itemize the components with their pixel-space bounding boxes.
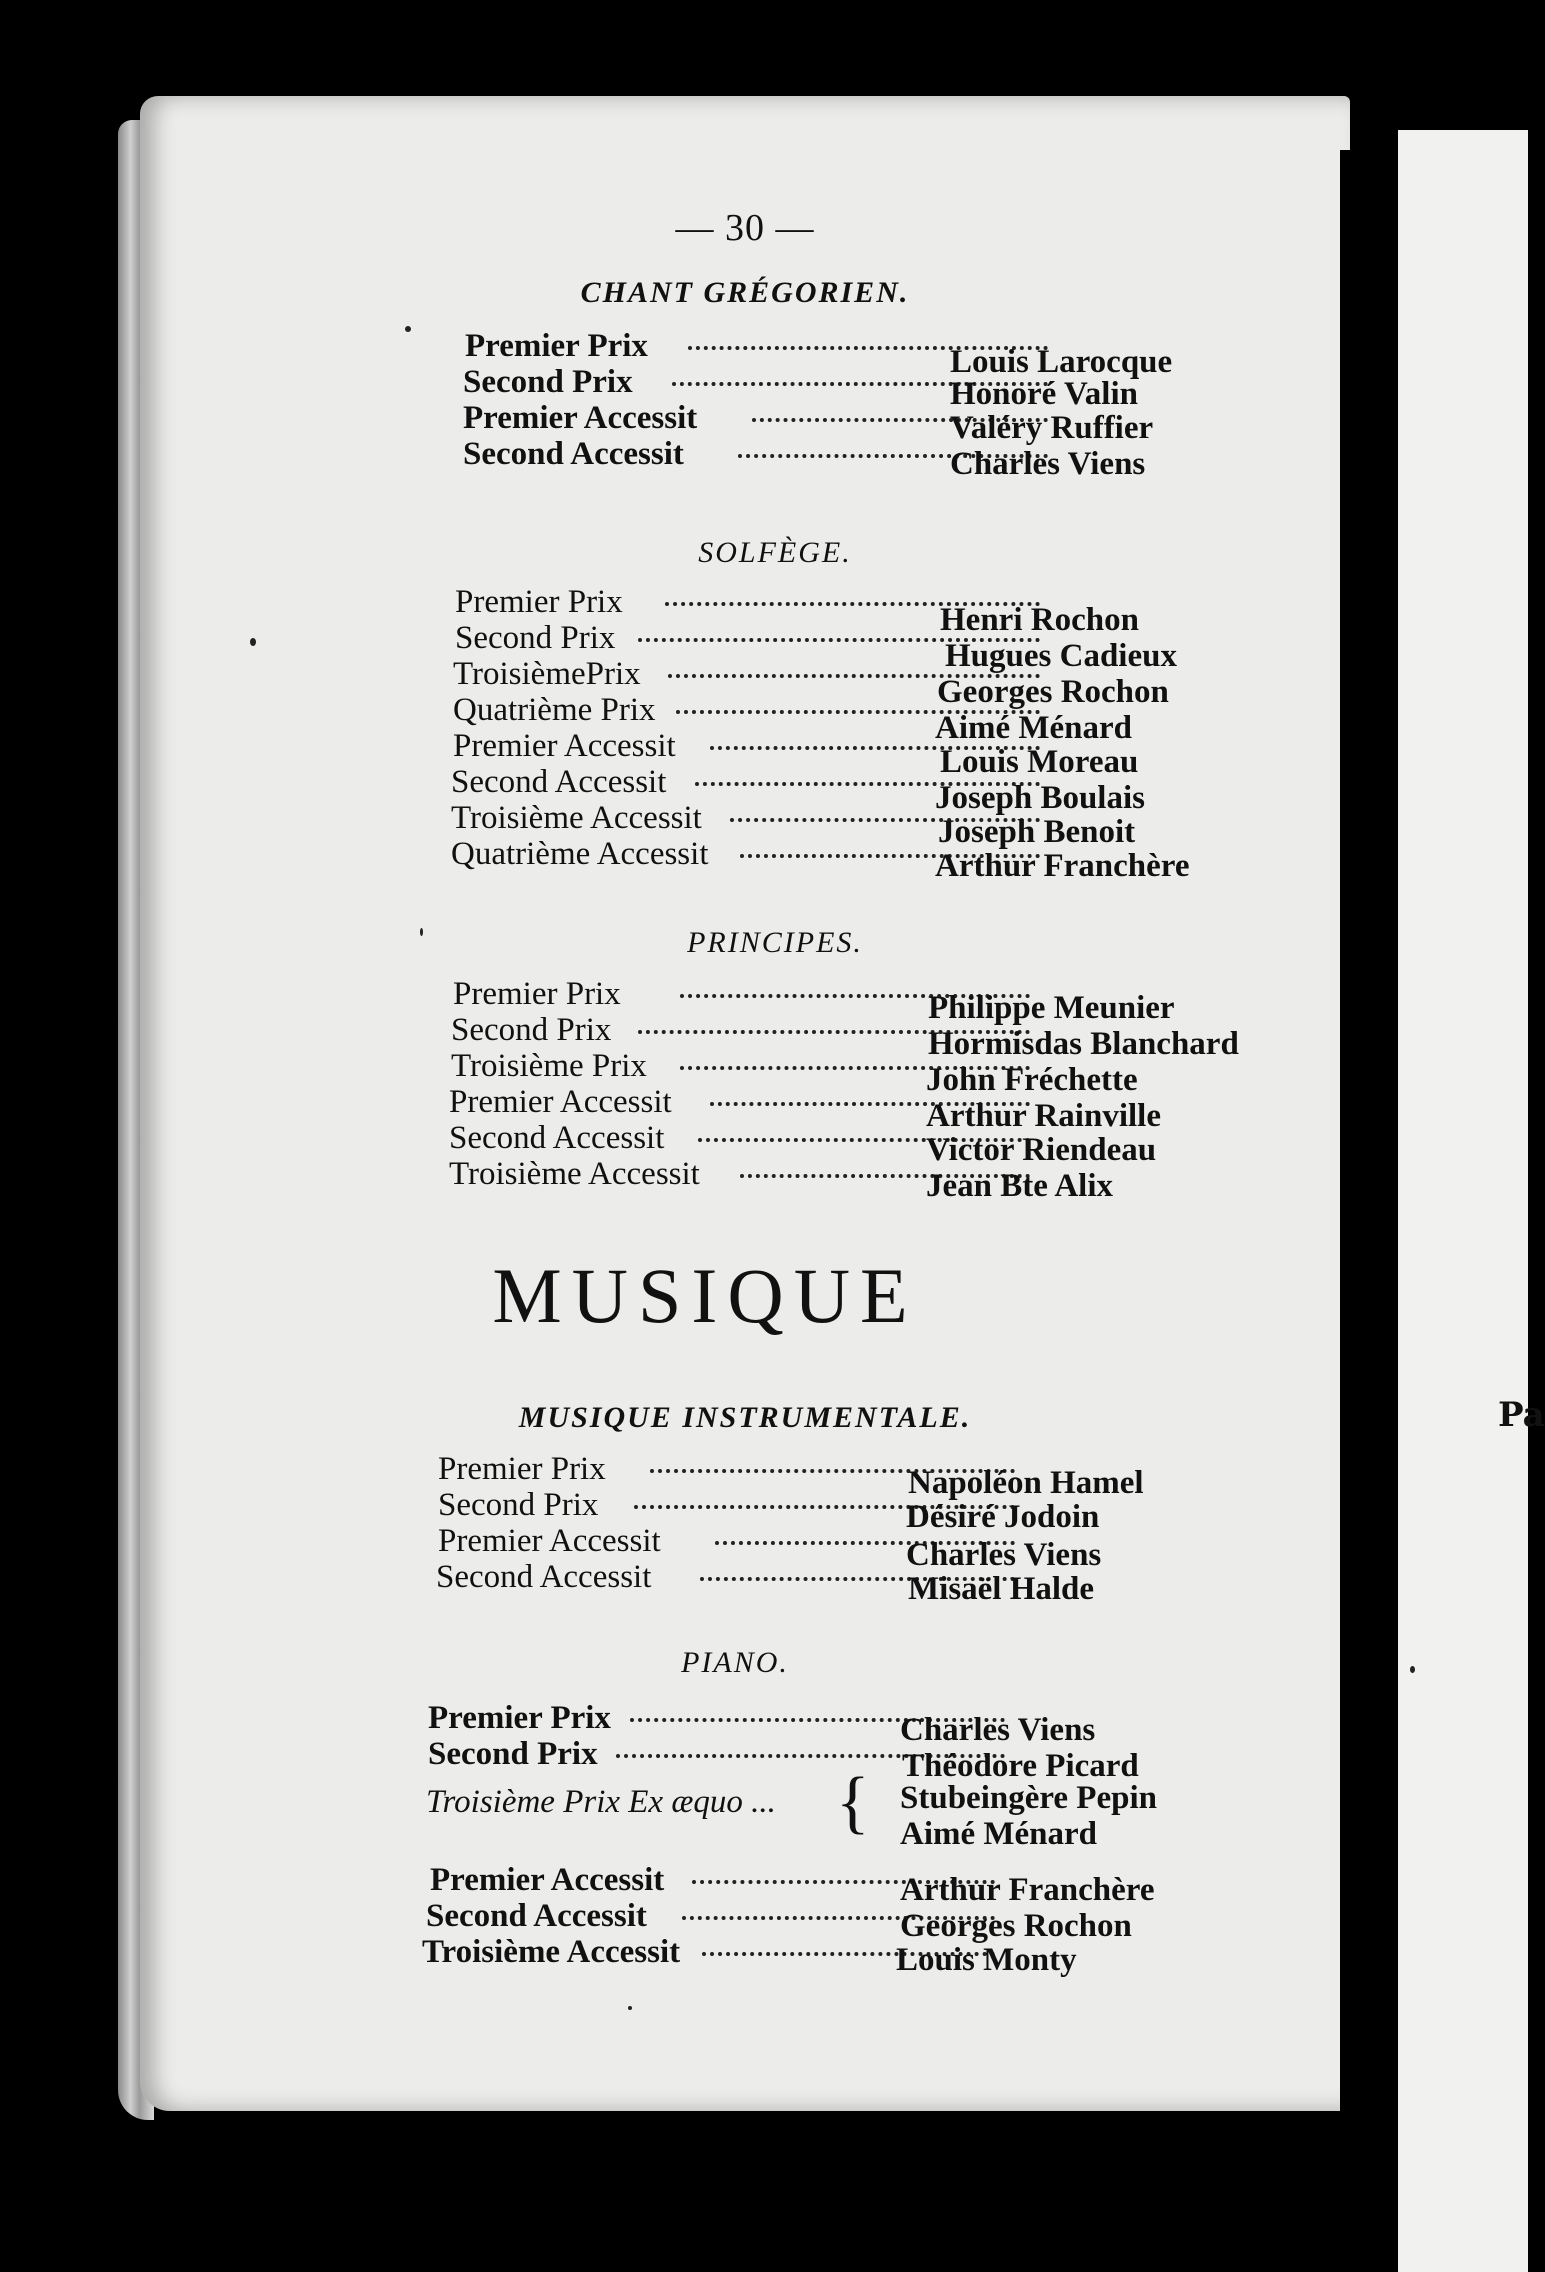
awardee-name: Aimé Ménard bbox=[935, 710, 1133, 746]
award-label: Second Accessit bbox=[426, 1898, 647, 1934]
award-row bbox=[140, 1736, 1350, 1784]
award-label: Troisième Accessit bbox=[422, 1934, 681, 1970]
awardee-name-second: Aimé Ménard bbox=[900, 1816, 1098, 1852]
award-label: Second Accessit bbox=[436, 1559, 652, 1595]
award-label: Quatrième Prix bbox=[453, 692, 656, 728]
awardee-name: John Fréchette bbox=[926, 1062, 1138, 1098]
awardee-name: Henri Rochon bbox=[940, 602, 1139, 638]
awardee-name: Louis Monty bbox=[896, 1942, 1077, 1978]
award-label: Premier Accessit bbox=[453, 728, 676, 764]
awardee-name: Misaël Halde bbox=[908, 1571, 1095, 1607]
award-label: TroisièmePrix bbox=[453, 656, 641, 692]
award-row bbox=[140, 1012, 1350, 1062]
award-label: Second Prix bbox=[428, 1736, 598, 1772]
award-row bbox=[140, 1898, 1350, 1944]
page-number: — 30 — bbox=[675, 207, 815, 249]
award-label: Premier Accessit bbox=[463, 400, 698, 436]
book-page bbox=[140, 96, 1350, 2111]
awardee-name: Georges Rochon bbox=[937, 674, 1169, 710]
award-label: Premier Prix bbox=[453, 976, 621, 1012]
awardee-name: Honoré Valin bbox=[950, 376, 1138, 412]
award-row bbox=[140, 400, 1350, 446]
award-label: Second Prix bbox=[463, 364, 633, 400]
section-title: SOLFÈGE. bbox=[698, 536, 852, 569]
award-row bbox=[140, 1862, 1350, 1908]
awardee-name: Louis Larocque bbox=[950, 344, 1173, 380]
award-label: Premier Prix bbox=[455, 584, 623, 620]
awardee-name: Arthur Rainville bbox=[926, 1098, 1161, 1134]
section-title: CHANT GRÉGORIEN. bbox=[580, 276, 910, 309]
award-label: Premier Prix bbox=[428, 1700, 611, 1736]
award-label: Troisième Prix bbox=[451, 1048, 647, 1084]
awardee-name: Valéry Ruffier bbox=[950, 410, 1154, 446]
facing-page-fragment: Pa bbox=[1498, 1395, 1545, 1435]
awardee-name: Victor Riendeau bbox=[926, 1132, 1157, 1168]
award-label: Second Prix bbox=[438, 1487, 599, 1523]
awardee-name: Charles Viens bbox=[950, 446, 1146, 482]
award-label: Quatrième Accessit bbox=[451, 836, 709, 872]
award-row bbox=[140, 436, 1350, 482]
award-row bbox=[140, 1451, 1350, 1501]
award-row bbox=[140, 1700, 1350, 1748]
award-label: Premier Accessit bbox=[430, 1862, 665, 1898]
main-heading: MUSIQUE bbox=[492, 1252, 918, 1339]
awardee-name: Charles Viens bbox=[900, 1712, 1096, 1748]
award-row bbox=[140, 836, 1350, 884]
award-label: Second Accessit bbox=[449, 1120, 665, 1156]
award-label: Premier Prix bbox=[465, 328, 648, 364]
awardee-name: Arthur Franchère bbox=[900, 1872, 1155, 1908]
awardee-name: Georges Rochon bbox=[900, 1908, 1132, 1944]
awardee-name: Hugues Cadieux bbox=[945, 638, 1177, 674]
award-row bbox=[140, 1084, 1350, 1134]
award-label: Second Accessit bbox=[463, 436, 684, 472]
award-row bbox=[140, 364, 1350, 412]
awardee-name: Arthur Franchère bbox=[935, 848, 1190, 884]
award-row bbox=[140, 728, 1350, 780]
awardee-name: Napoléon Hamel bbox=[908, 1465, 1144, 1501]
award-label: Second Accessit bbox=[451, 764, 667, 800]
awardee-name: Louis Moreau bbox=[940, 744, 1139, 780]
award-row bbox=[140, 1487, 1350, 1535]
award-row bbox=[140, 976, 1350, 1026]
awardee-name: Désiré Jodoin bbox=[906, 1499, 1100, 1535]
awardee-name: Jean Bte Alix bbox=[926, 1168, 1113, 1204]
award-row bbox=[140, 1523, 1350, 1573]
award-row bbox=[140, 1559, 1350, 1607]
award-label: Troisième Prix Ex æquo ... bbox=[426, 1784, 776, 1820]
awardee-name: Joseph Benoit bbox=[938, 814, 1136, 850]
award-label: Premier Prix bbox=[438, 1451, 606, 1487]
award-label: Premier Accessit bbox=[449, 1084, 672, 1120]
award-label: Troisième Accessit bbox=[451, 800, 702, 836]
section-title: PRINCIPES. bbox=[687, 926, 863, 959]
awardee-name: Philippe Meunier bbox=[928, 990, 1175, 1026]
facing-page bbox=[1398, 130, 1545, 2272]
award-row bbox=[140, 1156, 1350, 1204]
section-title: MUSIQUE INSTRUMENTALE. bbox=[518, 1401, 972, 1434]
section-title: PIANO. bbox=[681, 1646, 789, 1679]
award-label: Second Prix bbox=[451, 1012, 612, 1048]
award-row bbox=[140, 1048, 1350, 1098]
award-label: Second Prix bbox=[455, 620, 616, 656]
award-label: Troisième Accessit bbox=[449, 1156, 700, 1192]
brace-glyph: { bbox=[836, 1764, 870, 1841]
awardee-name: Charles Viens bbox=[906, 1537, 1102, 1573]
awardee-name: Hormisdas Blanchard bbox=[928, 1026, 1239, 1062]
award-row bbox=[140, 328, 1350, 380]
awardee-name: Stubeingère Pepin bbox=[900, 1780, 1157, 1816]
page-gutter-shadow bbox=[1340, 150, 1356, 2140]
award-row bbox=[140, 800, 1350, 850]
award-row bbox=[140, 1120, 1350, 1168]
awardee-name: Joseph Boulais bbox=[935, 780, 1145, 816]
award-row bbox=[140, 1934, 1350, 1978]
award-row bbox=[140, 764, 1350, 816]
award-label: Premier Accessit bbox=[438, 1523, 661, 1559]
awardee-name: Théodore Picard bbox=[902, 1748, 1139, 1784]
